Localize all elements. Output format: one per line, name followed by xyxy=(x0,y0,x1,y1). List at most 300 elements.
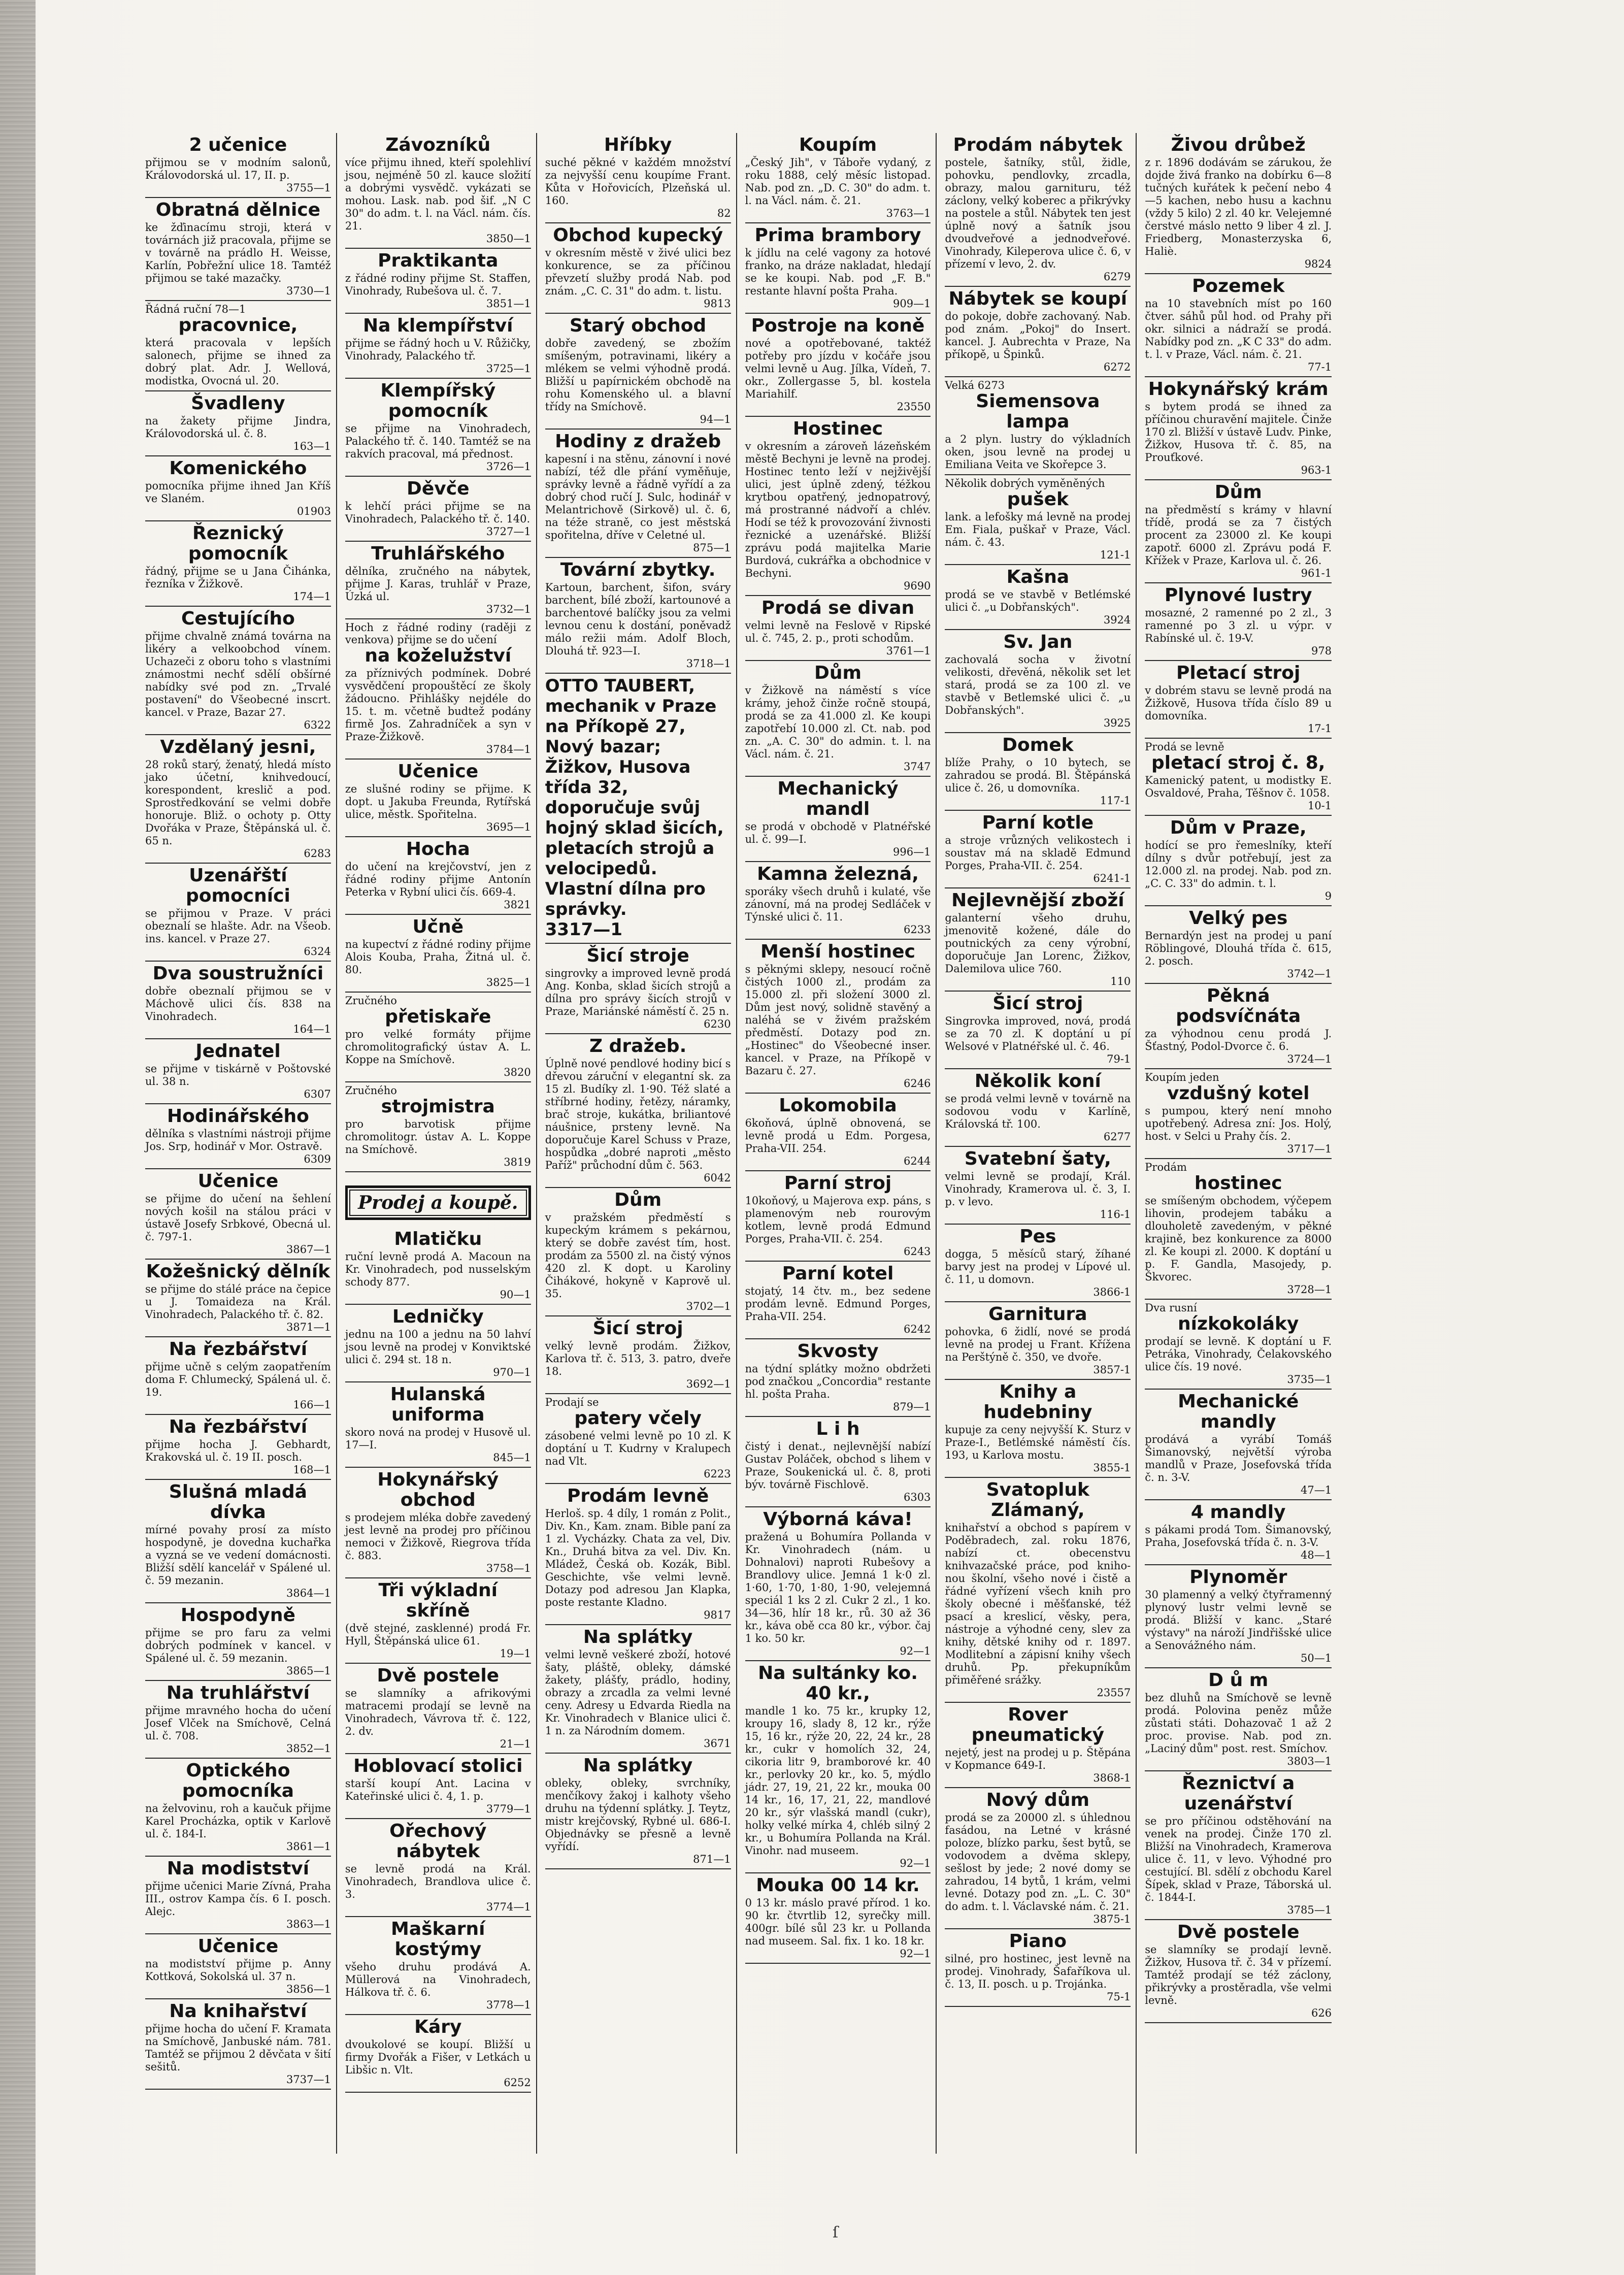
ad-heading: Lokomobila xyxy=(779,1095,897,1116)
ad-code: 970—1 xyxy=(493,1366,531,1378)
ad-heading: Závozníků xyxy=(385,135,491,155)
ad-code: 6230 xyxy=(704,1018,731,1030)
ad-heading: Na klempířství xyxy=(363,315,513,336)
ad-body: na 10 stavebních míst po 160 čtver. sáhů půl hod. od Prahy při okr. silnici a nádraží se prodá. Nabídky pod zn. „K C 33" do adm. t. l. v Praze, Václ. nám. č. 21. xyxy=(1145,298,1332,360)
classified-ad xyxy=(345,760,531,837)
ad-body: s prodejem mléka dobře zavedený jest levně na prodej pro příčinou nemoci v Žižkově, Riegrova třída č. 883. xyxy=(345,1511,531,1562)
classified-ad xyxy=(945,287,1131,377)
ad-code: 92—1 xyxy=(900,1948,931,1960)
ad-code: 3763—1 xyxy=(886,207,931,219)
ad-heading: Na sultánky ko. 40 kr., xyxy=(758,1663,918,1704)
ad-code: 3758—1 xyxy=(486,1562,531,1574)
ad-body: Bernardýn jest na prodej u paní Röblingové, Dlouhá třída č. 615, 2. posch. xyxy=(1145,930,1332,967)
ad-heading: Hokynářský obchod xyxy=(377,1469,499,1510)
ad-code: 3702—1 xyxy=(686,1300,731,1312)
ad-code: 3692—1 xyxy=(686,1378,731,1390)
ad-body: zásobené velmi levně po 10 zl. K doptání u T. Kudrny v Kralupech nad Vlt. xyxy=(545,1430,731,1467)
classified-ad xyxy=(945,1380,1131,1478)
ad-body: na kupectví z řádné rodiny přijme Alois Kouba, Praha, Žitná ul. č. 80. xyxy=(345,938,531,976)
ad-body: s pákami prodá Tom. Šimanovský, Praha, Josefovská třída č. n. 3-V. xyxy=(1145,1524,1332,1548)
ad-body: do učení na krejčovství, jen z řádné rodiny přijme Antonín Peterka v Rybní ulici čís. 669-4. xyxy=(345,861,531,898)
classified-ad xyxy=(745,1507,931,1661)
ad-code: 978 xyxy=(1311,645,1332,657)
classified-ad xyxy=(345,133,531,249)
ad-code: 3755—1 xyxy=(286,182,331,194)
ad-heading: Nejlevnější zboží xyxy=(951,890,1124,911)
ad-code: 3774—1 xyxy=(486,1901,531,1913)
ad-body: lank. a lefošky má levně na prodej Em. Fiala, puškař v Praze, Václ. nám. č. 43. xyxy=(945,511,1131,548)
classified-ad xyxy=(1145,739,1332,816)
ad-preline: Hoch z řádné rodiny (raději z venkova) přijme se do učení xyxy=(345,621,531,646)
ad-code: 3717—1 xyxy=(1287,1143,1332,1155)
classified-ad xyxy=(345,837,531,915)
ad-code: 3875-1 xyxy=(1093,1913,1131,1925)
ad-heading: Pěkná podsvíčnáta xyxy=(1176,985,1301,1027)
ad-preline: Prodám xyxy=(1145,1161,1187,1173)
ad-code: 3871—1 xyxy=(286,1321,331,1333)
ad-body: v dobrém stavu se levně prodá na Žižkově, Husova třída číslo 89 u domovníka. xyxy=(1145,684,1332,722)
classified-ad xyxy=(345,1578,531,1664)
ad-body: a stroje vrůzných velikostech i soustav má na skladě Edmund Porges, Praha-VII. č. 254. xyxy=(945,834,1131,872)
ad-code: 3317—1 xyxy=(545,919,622,940)
ad-body: mandle 1 ko. 75 kr., krupky 12, kroupy 16, slady 8, 12 kr., rýže 15, 16 kr., rýže 20, 22, 24 kr., 28 kr., cukr v homolích 32, 24, cikoria litr 9, bramborové kr. 40 kr., perlovky 20 kr., ko. 5, mýdlo jádr. 27, 19, 21, 22 kr., mouka 00 14 kr., 16, 17, 21, 22, mandlové 20 kr., sýr vlašská mandl (cukr), holky velké mírka 4, chléb silný 2 kr., u Bohumíra Pollanda na Král. Vinohr. nad museem. xyxy=(745,1705,931,1857)
classified-ad xyxy=(145,1857,331,1934)
ad-code: 879—1 xyxy=(892,1401,931,1413)
ad-body: prodává a vyrábí Tomáš Šimanovský, největší výroba mandlů v Praze, Josefovská třída č. n. 3-V. xyxy=(1145,1433,1332,1483)
ad-heading: Svatební šaty, xyxy=(964,1148,1111,1169)
ad-code: 3825—1 xyxy=(486,976,531,988)
ad-code: 996—1 xyxy=(892,846,931,858)
classified-ad xyxy=(145,133,331,198)
ad-body: přijme chvalně známá továrna na likéry a velkoobchod vínem. Uchazeči z oboru toho s vlastními známostmi nechť sdělí obšírné nabídky své pod zn. „Trvalé postavení" do Všeobecné inscrt. kancel. v Praze, Bazar 27. xyxy=(145,630,331,718)
ad-heading: Dvě postele xyxy=(1177,1922,1300,1942)
classified-ad xyxy=(145,301,331,391)
ad-heading: Plynové lustry xyxy=(1164,585,1312,606)
ad-body: se slamníky a afrikovými matracemi prodají se levně na Vinohradech, Vávrova tř. č. 122, 2. dv. xyxy=(345,1687,531,1737)
ad-heading: pletací stroj č. 8, xyxy=(1151,752,1325,773)
classified-ad xyxy=(145,1039,331,1104)
ad-code: 963-1 xyxy=(1301,464,1332,476)
ad-body: velký levně prodám. Žižkov, Karlova tř. č. 513, 3. patro, dveře 18. xyxy=(545,1340,731,1377)
ad-body: pro barvotisk přijme chromolitogr. ústav A. L. Koppe na Smíchově. xyxy=(345,1118,531,1156)
classified-ad xyxy=(1145,1668,1332,1771)
ad-heading: Hokynářský krám xyxy=(1148,379,1329,400)
ad-heading: Prodám levně xyxy=(567,1486,709,1506)
ad-body: velmi levně se prodají, Král. Vinohrady, Kramerova ul. č. 3, I. p. v levo. xyxy=(945,1170,1131,1208)
ad-heading: Svatopluk Zlámaný, xyxy=(986,1479,1089,1521)
ad-code: 3718—1 xyxy=(686,657,731,670)
ad-heading: Káry xyxy=(414,2017,462,2037)
classified-ad xyxy=(745,661,931,777)
classified-ad xyxy=(345,379,531,477)
classified-ad xyxy=(945,1069,1131,1147)
ad-heading: Siemensova lampa xyxy=(976,391,1100,432)
ad-heading: Obratná dělnice xyxy=(155,200,321,220)
ad-body: postele, šatníky, stůl, židle, pohovku, pendlovky, zrcadla, obrazy, malou garnituru, též záclony, velký koberec a přikrývky na postele a stůl. Nábytek ten jest úplně nový a šatník jsou dvoudveřové a jednodveřové. Vinohrady, Kileperova ulice č. 6, v přízemí v levo, 2. dv. xyxy=(945,156,1131,270)
ad-heading: Učenice xyxy=(197,1171,279,1192)
ad-heading: Živou drůbež xyxy=(1171,135,1306,155)
ad-code: 3726—1 xyxy=(486,460,531,473)
ad-code: 6324 xyxy=(304,945,331,958)
ad-heading: Šicí stroje xyxy=(586,945,689,966)
classified-ad xyxy=(1145,274,1332,377)
ad-code: 871—1 xyxy=(693,1853,731,1865)
ad-heading: hostinec xyxy=(1194,1173,1282,1194)
classified-ad xyxy=(1145,1159,1332,1300)
classified-ad xyxy=(345,1917,531,2015)
classified-ad xyxy=(945,1225,1131,1302)
ad-body: Kamenický patent, u modistky E. Osvaldové, Praha, Těšnov č. 1058. xyxy=(1145,774,1332,799)
ad-heading: Děvče xyxy=(407,478,470,499)
ad-code: 6042 xyxy=(704,1172,731,1184)
ad-heading: Z dražeb. xyxy=(589,1036,687,1057)
classified-ad xyxy=(745,133,931,223)
ad-body: pražená u Bohumíra Pollanda v Kr. Vinohradech (nám. u Dohnalovi) naproti Rubešovy a Brandlovy ulice. Jemná 1 k·0 zl. 1·60, 1·70, 1·80, 1·90, velejemná speciál 1 ks 2 zl. Cukr 2 zl., 1 ko. 34—36, hlír 18 kr., rů. 30 až 36 kr., káva obě cca 80 kr., výbor. čaj 1 ko. 50 kr. xyxy=(745,1531,931,1644)
ad-code: 909—1 xyxy=(892,298,931,310)
classified-ad xyxy=(145,521,331,607)
ad-body: sporáky všech druhů i kulaté, vše zánovní, má na prodej Sedláček v Týnské ulici č. 11. xyxy=(745,885,931,923)
ad-code: 6252 xyxy=(504,2076,531,2089)
ad-body: se přijme do učení na šehlení nových košil na stálou práci v ústavě Josefy Srbkové, Obecná ul. č. 797-1. xyxy=(145,1193,331,1243)
classified-ad xyxy=(745,1417,931,1507)
ad-heading: Hodinářského xyxy=(167,1106,309,1127)
ad-heading: Ořechový nábytek xyxy=(389,1821,487,1862)
ad-body: s pěknými sklepy, nesoucí ročně čistých 1000 zl., prodám za 15.000 zl. při složení 3000 zl. Dům jest nový, solidně stavěný a naléhá se v živém pražském předměstí. Dotazy pod zn. „Hostinec" do Všeobecné inser. kancel. v Praze, na Příkopě v Bazaru č. 27. xyxy=(745,963,931,1077)
ad-heading: Učně xyxy=(412,916,464,937)
ad-body: na žakety přijme Jindra, Královodorská ul. č. 8. xyxy=(145,415,331,440)
classified-ad xyxy=(145,1260,331,1337)
ad-code: 6246 xyxy=(903,1077,931,1090)
classified-ad xyxy=(1145,1920,1332,2023)
ad-code: 6233 xyxy=(903,924,931,936)
ad-heading: Postroje na koně xyxy=(751,315,925,336)
ad-body: nejetý, jest na prodej u p. Štěpána v Kopmance 649-I. xyxy=(945,1746,1131,1771)
ad-body: kapesní i na stěnu, zánovní i nové nabízí, též dle přání vyměňuje, správky levně a řádně vyřídí a za dobrý chod ručí J. Sulc, hodinář v Melantrichově (Sirkově) ul. č. 6, na téže straně, co jest městská spořitelna, dříve v Celetné ul. xyxy=(545,453,731,541)
classified-ad xyxy=(1145,377,1332,480)
ad-preline: Dva rusní xyxy=(1145,1302,1197,1314)
ad-preline: Několik dobrých vyměněných xyxy=(945,477,1105,489)
ad-body: se přijme v tiskárně v Poštovské ul. 38 n. xyxy=(145,1063,331,1087)
ad-body: suché pěkné v každém množství za nejvyšší cenu koupíme Frant. Kůta v Hořovicích, Plzeňská ul. 160. xyxy=(545,156,731,207)
bottom-mark: ſ xyxy=(833,2224,839,2241)
classified-ad xyxy=(945,377,1131,475)
ad-heading: Koupím xyxy=(799,135,877,155)
ad-code: 117-1 xyxy=(1100,795,1131,807)
classified-ad xyxy=(345,249,531,314)
ad-body: zachovalá socha v životní velikosti, dřevěná, několik set let stará, prodá se za 100 zl. ve stavbě v Betlemské ulici č. „u Dobřanských". xyxy=(945,653,1131,716)
classified-ad xyxy=(345,915,531,993)
ad-body: přijme se řádný hoch u V. Růžičky, Vinohrady, Palackého tř. xyxy=(345,337,531,362)
classified-ad xyxy=(345,477,531,542)
ad-body: dobře zavedený, se zbožím smíšeným, potravinami, likéry a mlékem se velmi výhodně prodá. Bližší u papírnickém obchodě na rohu Komenského ul. a blavní třídy na Smíchově. xyxy=(545,337,731,413)
ad-heading: Vzdělaný jesni, xyxy=(160,737,316,757)
ad-code: 10-1 xyxy=(1307,800,1332,812)
classified-ad xyxy=(745,777,931,862)
ad-body: za výhodnou cenu prodá J. Šťastný, Podol-Dvorce č. 6. xyxy=(1145,1028,1332,1052)
classified-ad xyxy=(945,888,1131,992)
ad-code: 3761—1 xyxy=(886,645,931,657)
classified-ad xyxy=(945,1478,1131,1703)
ad-heading: Hospodyně xyxy=(180,1605,295,1626)
ad-heading: Prima brambory xyxy=(754,225,921,246)
ad-heading: Sv. Jan xyxy=(1003,632,1073,652)
ad-code: 3724—1 xyxy=(1287,1053,1332,1065)
ad-heading: Na knihařství xyxy=(169,2001,307,2022)
ad-body: do pokoje, dobře zachovaný. Nab. pod znám. „Pokoj" do Insert. kancel. J. Aubrechta v Praze, Na příkopě, u Špinků. xyxy=(945,310,1131,360)
ad-body: která pracovala v lepších salonech, přijme se ihned za dobrý plat. Adr. J. Wellová, modistka, Ovocná ul. 20. xyxy=(145,337,331,387)
ad-heading: Hříbky xyxy=(604,135,672,155)
ad-heading: Na truhlářství xyxy=(166,1683,310,1703)
classified-ad xyxy=(1145,1300,1332,1390)
ad-heading: Uzenářští pomocníci xyxy=(186,865,290,906)
ad-code: 6279 xyxy=(1103,271,1131,283)
ad-heading: Hostinec xyxy=(792,418,883,439)
classified-ad xyxy=(1145,1771,1332,1920)
classified-ad xyxy=(545,1394,731,1484)
ad-code: 3779—1 xyxy=(486,1803,531,1815)
ad-heading: Pletací stroj xyxy=(1176,663,1301,683)
ad-heading: Jednatel xyxy=(195,1041,281,1062)
ad-heading: Obchod kupecký xyxy=(553,225,723,246)
ad-body: bez dluhů na Smíchově se levně prodá. Polovina peněz může zůstati státi. Dohazovač 1 až 2 proc. provise. Nab. pod zn. „Laciný dům" post. rest. Smíchov. xyxy=(1145,1692,1332,1755)
ad-body: přijme učně s celým zaopatřením doma F. Chlumecký, Spálená ul. č. 19. xyxy=(145,1361,331,1398)
ad-code: 3819 xyxy=(504,1156,531,1168)
classified-ad xyxy=(545,1188,731,1316)
ad-code: 3735—1 xyxy=(1287,1373,1332,1386)
ad-code: 3732—1 xyxy=(486,603,531,615)
classified-ad xyxy=(745,1339,931,1417)
ad-body: k lehčí práci přijme se na Vinohradech, Palackého tř. č. 140. xyxy=(345,500,531,525)
ad-body: dvoukolové se koupí. Bližší u firmy Dvořák a Fišer, v Letkách u Libšic n. Vlt. xyxy=(345,2038,531,2076)
ad-heading: Na modistství xyxy=(167,1858,310,1879)
ad-body: velmi levně na Feslově v Ripské ul. č. 745, 2. p., proti schodům. xyxy=(745,619,931,644)
classified-ad xyxy=(345,1227,531,1305)
ad-code: 168—1 xyxy=(293,1464,331,1476)
ad-code: 23557 xyxy=(1097,1687,1131,1699)
ad-heading: Garnitura xyxy=(988,1304,1087,1325)
ad-body: nové a opotřebované, taktéž potřeby pro jízdu v kočáře jsou velmi levně u Aug. Jílka, Vídeň, 7. okr., Zollergasse 5, bl. kostela Mariahilf. xyxy=(745,337,931,400)
ad-code: 6241-1 xyxy=(1093,872,1131,884)
ad-heading: Prodám nábytek xyxy=(953,135,1123,155)
ad-code: 961-1 xyxy=(1301,567,1332,579)
classified-ad xyxy=(345,1664,531,1754)
ad-heading: pušek xyxy=(1007,489,1069,510)
classified-ad xyxy=(1145,661,1332,739)
ad-body: přijme hocha J. Gebhardt, Krakovská ul. č. 19 II. posch. xyxy=(145,1438,331,1463)
classified-ad xyxy=(145,1169,331,1260)
ad-body: knihařství a obchod s papírem v Poděbradech, zal. roku 1876, nabízí ct. obecenstvu knihvazačské práce, pod kniho- nou školní, všeho nové i čistě a řádné vyřízení všech knih pro školy obecné i měšťanské, též psací a kreslicí, věsky, pera, nástroje a výhodné ceny, slev za knihy, dětské knihy od r. 1897. Modlitební a zápisní knihy všech druhů. Pp. překupníkům přiměřené srážky. xyxy=(945,1522,1131,1686)
ad-body: více přijmu ihned, kteří spolehliví jsou, nejméně 50 zl. kauce složití a dobrými vysvědč. vykázati se mohou. Lask. nab. pod šif. „N C 30" do adm. t. l. na Václ. nám. čís. 21. xyxy=(345,156,531,232)
ad-code: 3866-1 xyxy=(1093,1286,1131,1298)
ad-body: Úplně nové pendlové hodiny bicí s dřevou záruční v elegantní sk. za 15 zl. Budíky zl. 1·90. Též slaté a stříbrné hodiny, řetězy, náramky, brač stroje, kukátka, briliantové náušnice, prsteny levně. Na doporučuje Karel Schuss v Praze, hospůdka „dobré naproti „město Paříž" průchodní dům č. 563. xyxy=(545,1058,731,1171)
ad-code: 9817 xyxy=(704,1609,731,1621)
classified-ad xyxy=(545,1484,731,1625)
classified-ad xyxy=(1145,906,1332,984)
ad-body: ze slušné rodiny se přijme. K dopt. u Jakuba Freunda, Rytířská ulice, městk. Spořitelna. xyxy=(345,783,531,820)
ad-body: dogga, 5 měsíců starý, žíhané barvy jest na prodej v Lípové ul. č. 11, u domovn. xyxy=(945,1248,1131,1285)
ad-body: v pražském předměstí s kupeckým krámem s pekárnou, který se dobře zavést tím, host. prodám za 5500 zl. na čistý výnos 420 zl. K dopt. u Karoliny Čihákové, hokyně v Kaprově ul. 35. xyxy=(545,1211,731,1300)
classified-ad xyxy=(745,1262,931,1339)
ad-body: řádný, přijme se u Jana Čihánka, řezníka v Žižkově. xyxy=(145,565,331,590)
ad-heading: strojmistra xyxy=(381,1096,495,1117)
ad-heading: Ledničky xyxy=(392,1306,484,1327)
classified-ad xyxy=(745,314,931,417)
ad-code: 3728—1 xyxy=(1287,1283,1332,1296)
classified-ad xyxy=(545,944,731,1034)
classified-ad xyxy=(345,1754,531,1819)
ad-heading: Na splátky xyxy=(583,1627,693,1647)
ad-code: 6277 xyxy=(1103,1131,1131,1143)
ad-body: na modistství přijme p. Anny Kottková, Sokolská ul. 37 n. xyxy=(145,1958,331,1983)
classified-ad xyxy=(145,1999,331,2090)
ad-body: kupuje za ceny nejvyšší K. Sturz v Praze-I., Betlémské náměstí čís. 193, u Karlova mostu. xyxy=(945,1424,1131,1461)
ad-heading: Hoblovací stolici xyxy=(353,1756,523,1776)
ad-heading: přetiskaře xyxy=(385,1006,491,1027)
ad-body: Kartoun, barchent, šifon, sváry barchent, bílé zboží, kartounové a barchentové balíčky jsou za velmi levnou cenu k dostání, poněvadž málo režii mám. Adolf Bloch, Dlouhá tř. 923—I. xyxy=(545,581,731,657)
classified-ad xyxy=(1145,583,1332,661)
ad-body: na předměstí s krámy v hlavní třídě, prodá se za 7 čistých procent za 23000 zl. Ke koupi zapotř. 6000 zl. Zprávu podá F. Křížek v Praze, Karlova ul. č. 26. xyxy=(1145,504,1332,567)
ad-code: 92—1 xyxy=(900,1645,931,1657)
ad-body: se smíšeným obchodem, výčepem lihovin, prodejem tabáku a dlouholetě zavedeným, v pěkné krajině, bez konkurence za 8000 zl. Ke koupi zl. 2000. K doptání u p. F. Gandla, Masojedy, p. Škvorec. xyxy=(1145,1195,1332,1283)
classified-ad xyxy=(745,417,931,596)
classified-ad xyxy=(345,1305,531,1382)
ad-code: 3924 xyxy=(1103,614,1131,626)
ad-body: galanterní všeho druhu, jmenovitě kožené, dále do poutnických za ceny výrobní, doporučuje Jan Lorenc, Žižkov, Dalemilova ulice 760. xyxy=(945,912,1131,975)
ad-code: 3868-1 xyxy=(1093,1772,1131,1784)
ad-body: ruční levně prodá A. Macoun na Kr. Vinohradech, pod nusselským schody 877. xyxy=(345,1250,531,1288)
ad-body: 28 roků starý, ženatý, hledá místo jako účetní, knihvedoucí, korespondent, kreslič a pod. Sprostředkování se velmi dobře honoruje. Bliž. o ochoty p. Otty Dvořáka v Praze, Štěpánská ul. č. 65 n. xyxy=(145,759,331,847)
ad-preline: Řádná ruční 78—1 xyxy=(145,303,246,315)
classified-ad xyxy=(945,1703,1131,1788)
ad-code: 3864—1 xyxy=(286,1587,331,1599)
classified-ad xyxy=(1145,480,1332,583)
classified-ad xyxy=(145,456,331,521)
ad-heading: Starý obchod xyxy=(570,315,707,336)
ad-heading: Klempířský pomocník xyxy=(380,380,496,421)
ad-heading: Dva soustružníci xyxy=(152,963,324,984)
classified-ad xyxy=(145,735,331,864)
ad-heading: Nový dům xyxy=(986,1790,1089,1810)
ad-code: 3821 xyxy=(504,899,531,911)
classified-ad xyxy=(545,1625,731,1754)
ad-code: 6283 xyxy=(304,847,331,860)
ad-heading: Dům xyxy=(814,663,861,683)
classified-ad xyxy=(545,314,731,430)
ad-code: 3695—1 xyxy=(486,821,531,833)
ad-code: 82 xyxy=(717,207,731,219)
ad-code: 3784—1 xyxy=(486,743,531,755)
classified-ad xyxy=(345,1819,531,1917)
ad-body: z r. 1896 dodávám se zárukou, že dojde živá franko na dobírku 6—8 tučných kuřátek k pečení nebo 4—5 kachen, nebo husu a kachnu (vždy 5 kilo) 2 zl. 40 kr. Velejemné čerstvé máslo netto 9 liber 4 zl. J. Friedberg, Monasterzyska 6, Haliè. xyxy=(1145,156,1332,257)
classified-ad xyxy=(145,198,331,301)
ad-heading: Mechanický mandl xyxy=(777,778,899,819)
classified-ad xyxy=(945,811,1131,888)
ad-heading: Mlatičku xyxy=(394,1229,482,1249)
ad-body: za příznivých podmínek. Dobré vysvědčení propouštěcí ze školy žádoucno. Přihlášky nejdéle do 15. t. m. včetně budtež podány firmě Jos. Zahradníček a syn v Praze-Žižkově. xyxy=(345,667,531,743)
ad-body: OTTO TAUBERT, mechanik v Praze na Příkopě 27, Nový bazar; Žižkov, Husova třída 32, doporučuje svůj hojný sklad šicích, pletacích strojů a velocipedů. Vlastní dílna pro správky. xyxy=(545,676,724,919)
ad-body: skoro nová na prodej v Husově ul. 17—I. xyxy=(345,1426,531,1451)
ad-code: 626 xyxy=(1311,2007,1332,2019)
ad-code: 01903 xyxy=(297,505,331,517)
ad-code: 3730—1 xyxy=(286,285,331,297)
ad-code: 6223 xyxy=(704,1468,731,1480)
ad-heading: Na splátky xyxy=(583,1755,693,1776)
ad-code: 3867—1 xyxy=(286,1243,331,1256)
ad-code: 6309 xyxy=(304,1153,331,1165)
ad-code: 77-1 xyxy=(1307,361,1332,373)
ad-heading: nízkokoláky xyxy=(1178,1313,1299,1334)
classified-ad xyxy=(545,223,731,314)
ad-heading: Šicí stroj xyxy=(592,1318,683,1339)
classified-ad xyxy=(945,565,1131,630)
ad-heading: Piano xyxy=(1009,1931,1067,1952)
ad-heading: Praktikanta xyxy=(378,250,499,271)
ad-body: prodá se ve stavbě v Betlémské ulici č. „u Dobřanských". xyxy=(945,588,1131,613)
ad-heading: na koželužství xyxy=(364,645,512,666)
ad-body: pro velké formáty přijme chromolitografický ústav A. L. Koppe na Smíchově. xyxy=(345,1028,531,1066)
ad-body: dělníka s vlastními nástroji přijme Jos. Srp, hodinář v Mor. Ostravě. xyxy=(145,1128,331,1152)
classified-ad xyxy=(1145,1069,1332,1159)
ad-body: blíže Prahy, o 10 bytech, se zahradou se prodá. Bl. Štěpánská ulice č. 26, u domovníka. xyxy=(945,756,1131,794)
classified-ad xyxy=(545,558,731,674)
ad-code: 3857-1 xyxy=(1093,1364,1131,1376)
ad-code: 3865—1 xyxy=(286,1665,331,1677)
ad-body: obleky, obleky, svrchníky, menčíkovy žakoj i kalhoty všeho druhu na týdenní splátky. J. Teytz, mistr krejčovský, Rybné ul. 686-I. Objednávky se přesně a levně vyřídí. xyxy=(545,1777,731,1853)
ad-body: na želvovinu, roh a kaučuk přijme Karel Procházka, optik v Karlově ul. č. 184-I. xyxy=(145,1802,331,1840)
ad-body: 6koňová, úplně obnovená, se levně prodá u Edm. Porgesa, Praha-VII. 254. xyxy=(745,1117,931,1155)
classified-ad xyxy=(145,1934,331,1999)
ad-body: přijmou se v modním salonů, Královodorská ul. 17, II. p. xyxy=(145,156,331,181)
ad-heading: Kamna železná, xyxy=(757,864,919,884)
ad-heading: patery včely xyxy=(574,1408,702,1429)
ad-heading: Knihy a hudebniny xyxy=(983,1381,1092,1423)
ad-code: 3925 xyxy=(1103,717,1131,729)
classified-ad xyxy=(545,1754,731,1869)
ad-body: silné, pro hostinec, jest levně na prodej. Vinohrady, Šafaříkova ul. č. 13, II. posch. u p. Trojánka. xyxy=(945,1953,1131,1990)
classified-ad xyxy=(1145,816,1332,906)
classified-ad xyxy=(945,992,1131,1069)
ad-heading: vzdušný kotel xyxy=(1167,1083,1310,1104)
ad-code: 21—1 xyxy=(500,1738,531,1750)
ad-heading: Učenice xyxy=(197,1936,279,1957)
ad-body: (dvě stejné, zasklenné) prodá Fr. Hyll, Štěpánská ulice 61. xyxy=(345,1622,531,1647)
ad-column xyxy=(743,133,937,2154)
ad-code: 3851—1 xyxy=(486,298,531,310)
classified-ad xyxy=(945,475,1131,565)
classified-ad xyxy=(945,630,1131,733)
ad-code: 6322 xyxy=(304,719,331,731)
ad-heading: Pozemek xyxy=(1192,276,1285,296)
ad-body: velmi levně veškeré zboží, hotové šaty, pláště, obleky, dámské žakety, plášťy, prádlo, hodiny, obrazy a zrcadla za velmi levné ceny. Adresy u Edvarda Riedla na Kr. Vinohradech v Blanice ulici č. 1 n. za Národním domem. xyxy=(545,1648,731,1737)
classified-ad xyxy=(745,223,931,314)
ad-code: 163—1 xyxy=(293,440,331,452)
ad-heading: Domek xyxy=(1002,735,1074,755)
ad-preline: Velká 6273 xyxy=(945,379,1005,391)
classified-ad xyxy=(145,1480,331,1603)
ad-heading: Dům v Praze, xyxy=(1170,817,1307,838)
ad-body: se slamníky se prodají levně. Žižkov, Husova tř. č. 34 v přízemí. Tamtéž prodají se též záclony, přikrývky a prostěradla, vše velmi levně. xyxy=(1145,1943,1332,2006)
classified-ad xyxy=(745,862,931,940)
ad-code: 3778—1 xyxy=(486,1999,531,2011)
classified-ad xyxy=(945,1147,1131,1225)
ad-code: 3785—1 xyxy=(1287,1904,1332,1916)
classified-ad xyxy=(345,993,531,1082)
ad-body: k jídlu na celé vagony za hotové franko, na dráze nakladat, hledají se ke koupi. Nab. pod „F. B." restante hlavní pošta Praha. xyxy=(745,247,931,297)
ad-heading: Nábytek se koupí xyxy=(948,288,1128,309)
classified-ad xyxy=(145,864,331,962)
ad-body: singrovky a improved levně prodá Ang. Konba, sklad šicích strojů a dílna pro správy šicích strojů v Praze, Mariánské náměstí č. 25 n. xyxy=(545,967,731,1017)
ad-code: 3856—1 xyxy=(286,1983,331,1995)
